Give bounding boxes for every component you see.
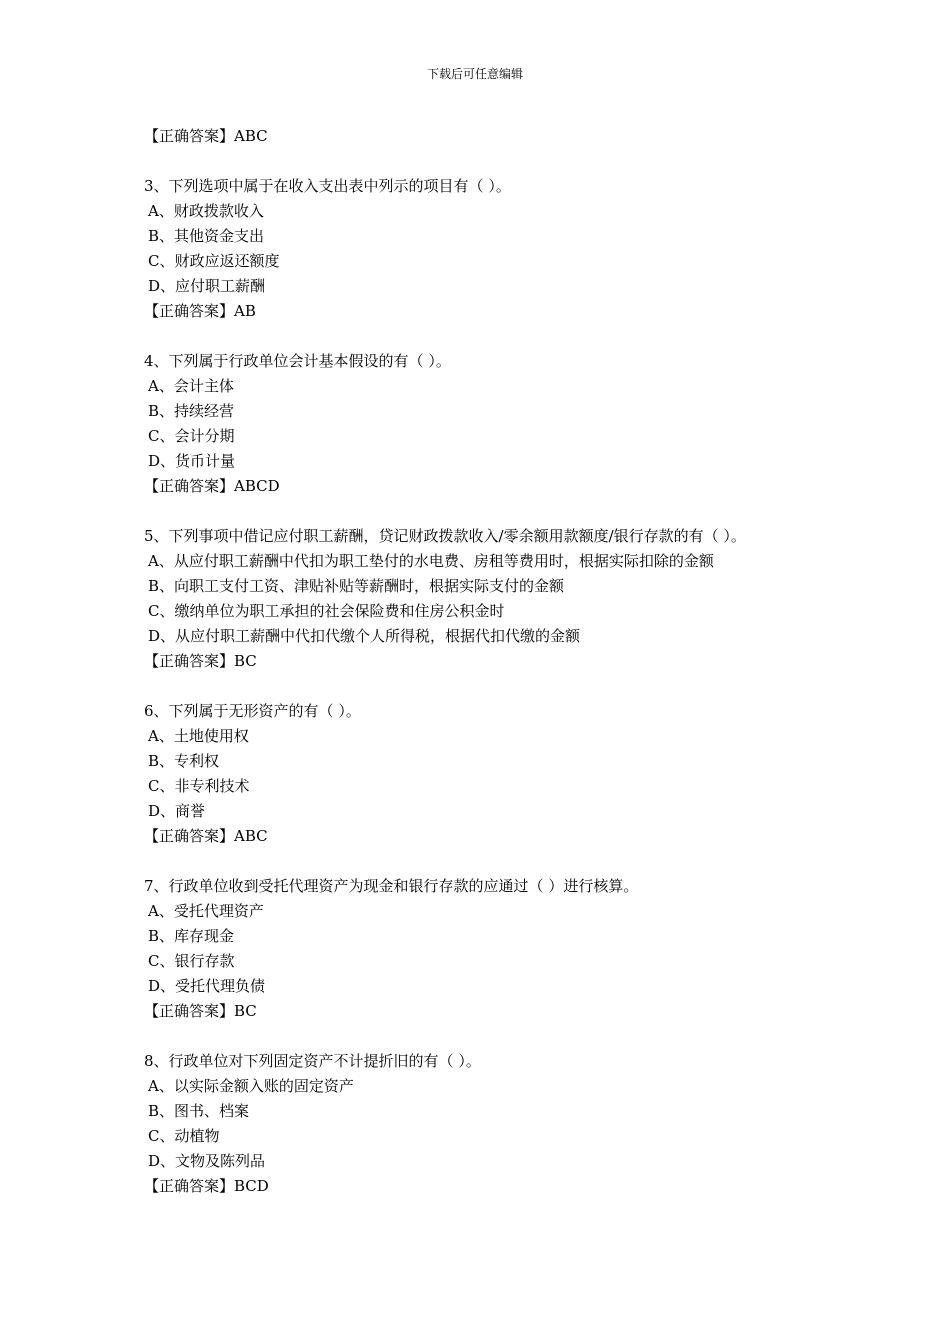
spacer	[144, 324, 904, 349]
question-block	[144, 1049, 904, 1199]
previous-answer: 【正确答案】ABC	[144, 127, 268, 145]
spacer	[144, 499, 904, 524]
option-b: B、向职工支付工资、津贴补贴等薪酬时，根据实际支付的金额	[148, 577, 565, 595]
option-b: B、专利权	[148, 752, 220, 770]
question-block	[144, 874, 904, 1024]
option-d: D、货币计量	[148, 452, 236, 470]
spacer	[144, 674, 904, 699]
question-stem: 3、下列选项中属于在收入支出表中列示的项目有（ ）。	[144, 177, 511, 195]
question-answer: 【正确答案】ABCD	[144, 477, 280, 495]
option-a: A、从应付职工薪酬中代扣为职工垫付的水电费、房租等费用时，根据实际扣除的金额	[148, 552, 714, 570]
option-b: B、其他资金支出	[148, 227, 265, 245]
option-b: B、库存现金	[148, 927, 235, 945]
question-stem: 5、下列事项中借记应付职工薪酬，贷记财政拨款收入/零余额用款额度/银行存款的有（ ）。	[144, 527, 746, 545]
option-d: D、从应付职工薪酬中代扣代缴个人所得税，根据代扣代缴的金额	[148, 627, 581, 645]
question-answer: 【正确答案】ABC	[144, 827, 268, 845]
option-a: A、土地使用权	[148, 727, 249, 745]
question-answer: 【正确答案】BC	[144, 652, 257, 670]
question-block	[144, 524, 904, 674]
question-answer: 【正确答案】BCD	[144, 1177, 269, 1195]
option-d: D、商誉	[148, 802, 206, 820]
question-block	[144, 699, 904, 849]
option-a: A、会计主体	[148, 377, 234, 395]
question-stem: 6、下列属于无形资产的有（ ）。	[144, 702, 361, 720]
question-stem: 8、行政单位对下列固定资产不计提折旧的有（ ）。	[144, 1052, 481, 1070]
option-c: C、财政应返还额度	[148, 252, 280, 270]
option-b: B、图书、档案	[148, 1102, 250, 1120]
option-d: D、应付职工薪酬	[148, 277, 266, 295]
question-answer: 【正确答案】AB	[144, 302, 256, 320]
option-d: D、受托代理负债	[148, 977, 266, 995]
spacer	[144, 1024, 904, 1049]
option-c: C、缴纳单位为职工承担的社会保险费和住房公积金时	[148, 602, 505, 620]
option-c: C、银行存款	[148, 952, 235, 970]
spacer	[144, 149, 904, 174]
option-c: C、非专利技术	[148, 777, 250, 795]
question-block	[144, 174, 904, 324]
option-a: A、以实际金额入账的固定资产	[148, 1077, 354, 1095]
document-content	[144, 124, 904, 1199]
option-c: C、会计分期	[148, 427, 235, 445]
question-block	[144, 349, 904, 499]
option-b: B、持续经营	[148, 402, 235, 420]
option-a: A、财政拨款收入	[148, 202, 264, 220]
question-stem: 7、行政单位收到受托代理资产为现金和银行存款的应通过（ ）进行核算。	[144, 877, 639, 895]
option-a: A、受托代理资产	[148, 902, 264, 920]
question-answer: 【正确答案】BC	[144, 1002, 257, 1020]
option-c: C、动植物	[148, 1127, 220, 1145]
page-header: 下载后可任意编辑	[426, 67, 523, 81]
question-stem: 4、下列属于行政单位会计基本假设的有（ ）。	[144, 352, 451, 370]
option-d: D、文物及陈列品	[148, 1152, 266, 1170]
spacer	[144, 849, 904, 874]
